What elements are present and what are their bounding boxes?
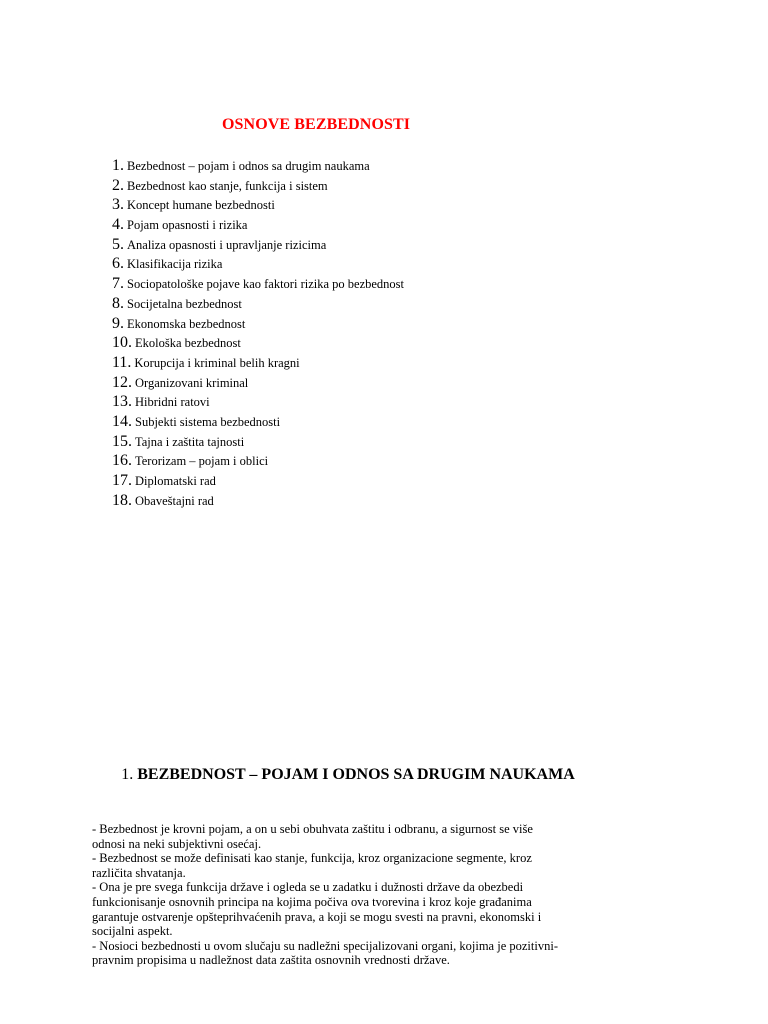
toc-item-text: Koncept humane bezbednosti [127, 198, 275, 213]
toc-item [112, 195, 404, 215]
toc-item [112, 215, 404, 235]
toc-item-text: Socijetalna bezbednost [127, 296, 242, 311]
toc-item-number: 16. [112, 452, 132, 470]
toc-item-text: Bezbednost kao stanje, funkcija i sistem [127, 178, 328, 193]
table-of-contents [112, 156, 404, 510]
toc-item [112, 471, 404, 491]
toc-item-text: Subjekti sistema bezbednosti [135, 414, 281, 429]
toc-item [112, 451, 404, 471]
toc-item-number: 11. [112, 353, 132, 371]
toc-item [112, 254, 404, 274]
toc-item-text: Bezbednost – pojam i odnos sa drugim naukama [127, 159, 370, 173]
paragraph: - Bezbednost se može definisati kao stanje, funkcija, kroz organizacione segmente, kroz različita shvatanja. [92, 851, 532, 880]
toc-item-text: Diplomatski rad [135, 474, 216, 488]
toc-item [112, 176, 404, 196]
toc-item-number: 14. [112, 412, 132, 430]
toc-item-text: Organizovani kriminal [135, 375, 249, 390]
toc-item [112, 294, 404, 314]
toc-item-number: 12. [112, 373, 132, 391]
toc-item-number: 15. [112, 432, 132, 450]
toc-item-number: 8. [112, 294, 124, 312]
toc-item-number: 18. [112, 491, 132, 509]
toc-item-number: 17. [112, 472, 132, 489]
toc-item [112, 392, 404, 412]
toc-item-text: Pojam opasnosti i rizika [127, 218, 248, 233]
paragraph: - Ona je pre svega funkcija države i ogleda se u zadatku i dužnosti države da obezbedi funkcionisanje osnovnih principa na kojima počiva ova tvorevina i kroz koje građanima garantuje ostvarenje opšteprihvaćenih prava, a koji se mogu svesti na pravni, ekonomski i socijalni aspekt. [92, 880, 542, 939]
section-heading [100, 764, 596, 785]
toc-item-text: Obaveštajni rad [135, 493, 214, 508]
toc-item-text: Korupcija i kriminal belih kragni [134, 355, 300, 370]
toc-item-number: 9. [112, 314, 124, 332]
toc-item-text: Hibridni ratovi [135, 395, 210, 410]
toc-item-number: 1. [112, 157, 124, 174]
toc-item-text: Ekonomska bezbednost [127, 316, 246, 331]
toc-item-number: 10. [112, 334, 132, 352]
toc-item-number: 13. [112, 393, 132, 411]
toc-item-text: Ekološka bezbednost [135, 336, 241, 351]
toc-item [112, 373, 404, 393]
toc-item [112, 156, 404, 176]
section-number: 1. [121, 766, 134, 783]
toc-item-text: Analiza opasnosti i upravljanje rizicima [127, 237, 327, 252]
toc-item-text: Klasifikacija rizika [127, 257, 223, 272]
toc-item [112, 274, 404, 294]
toc-item-number: 3. [112, 196, 124, 214]
document-title: OSNOVE BEZBEDNOSTI [222, 116, 411, 133]
section-title: BEZBEDNOST – POJAM I ODNOS SA DRUGIM NAUKAMA [137, 766, 575, 783]
toc-item-number: 6. [112, 255, 124, 273]
paragraph: - Nosioci bezbednosti u ovom slučaju su nadležni specijalizovani organi, kojima je pozitivni-pravnim propisima u nadležnost data zaštita osnovnih vrednosti države. [92, 938, 558, 968]
toc-item-number: 2. [112, 176, 124, 194]
toc-item-number: 5. [112, 235, 124, 253]
toc-item-text: Terorizam – pojam i oblici [135, 454, 269, 469]
toc-item-text: Sociopatološke pojave kao faktori rizika po bezbednost [127, 277, 405, 292]
toc-item [112, 432, 404, 452]
toc-item [112, 235, 404, 255]
toc-item [112, 314, 404, 334]
toc-item [112, 333, 404, 353]
toc-item [112, 412, 404, 432]
paragraph: - Bezbednost je krovni pojam, a on u sebi obuhvata zaštitu i odbranu, a sigurnost se više odnosi na neki subjektivni osećaj. [92, 822, 533, 851]
section-body [92, 822, 567, 968]
toc-item-number: 7. [112, 275, 124, 293]
toc-item [112, 353, 404, 373]
toc-item-text: Tajna i zaštita tajnosti [135, 434, 245, 449]
toc-item [112, 491, 404, 511]
toc-item-number: 4. [112, 216, 124, 234]
